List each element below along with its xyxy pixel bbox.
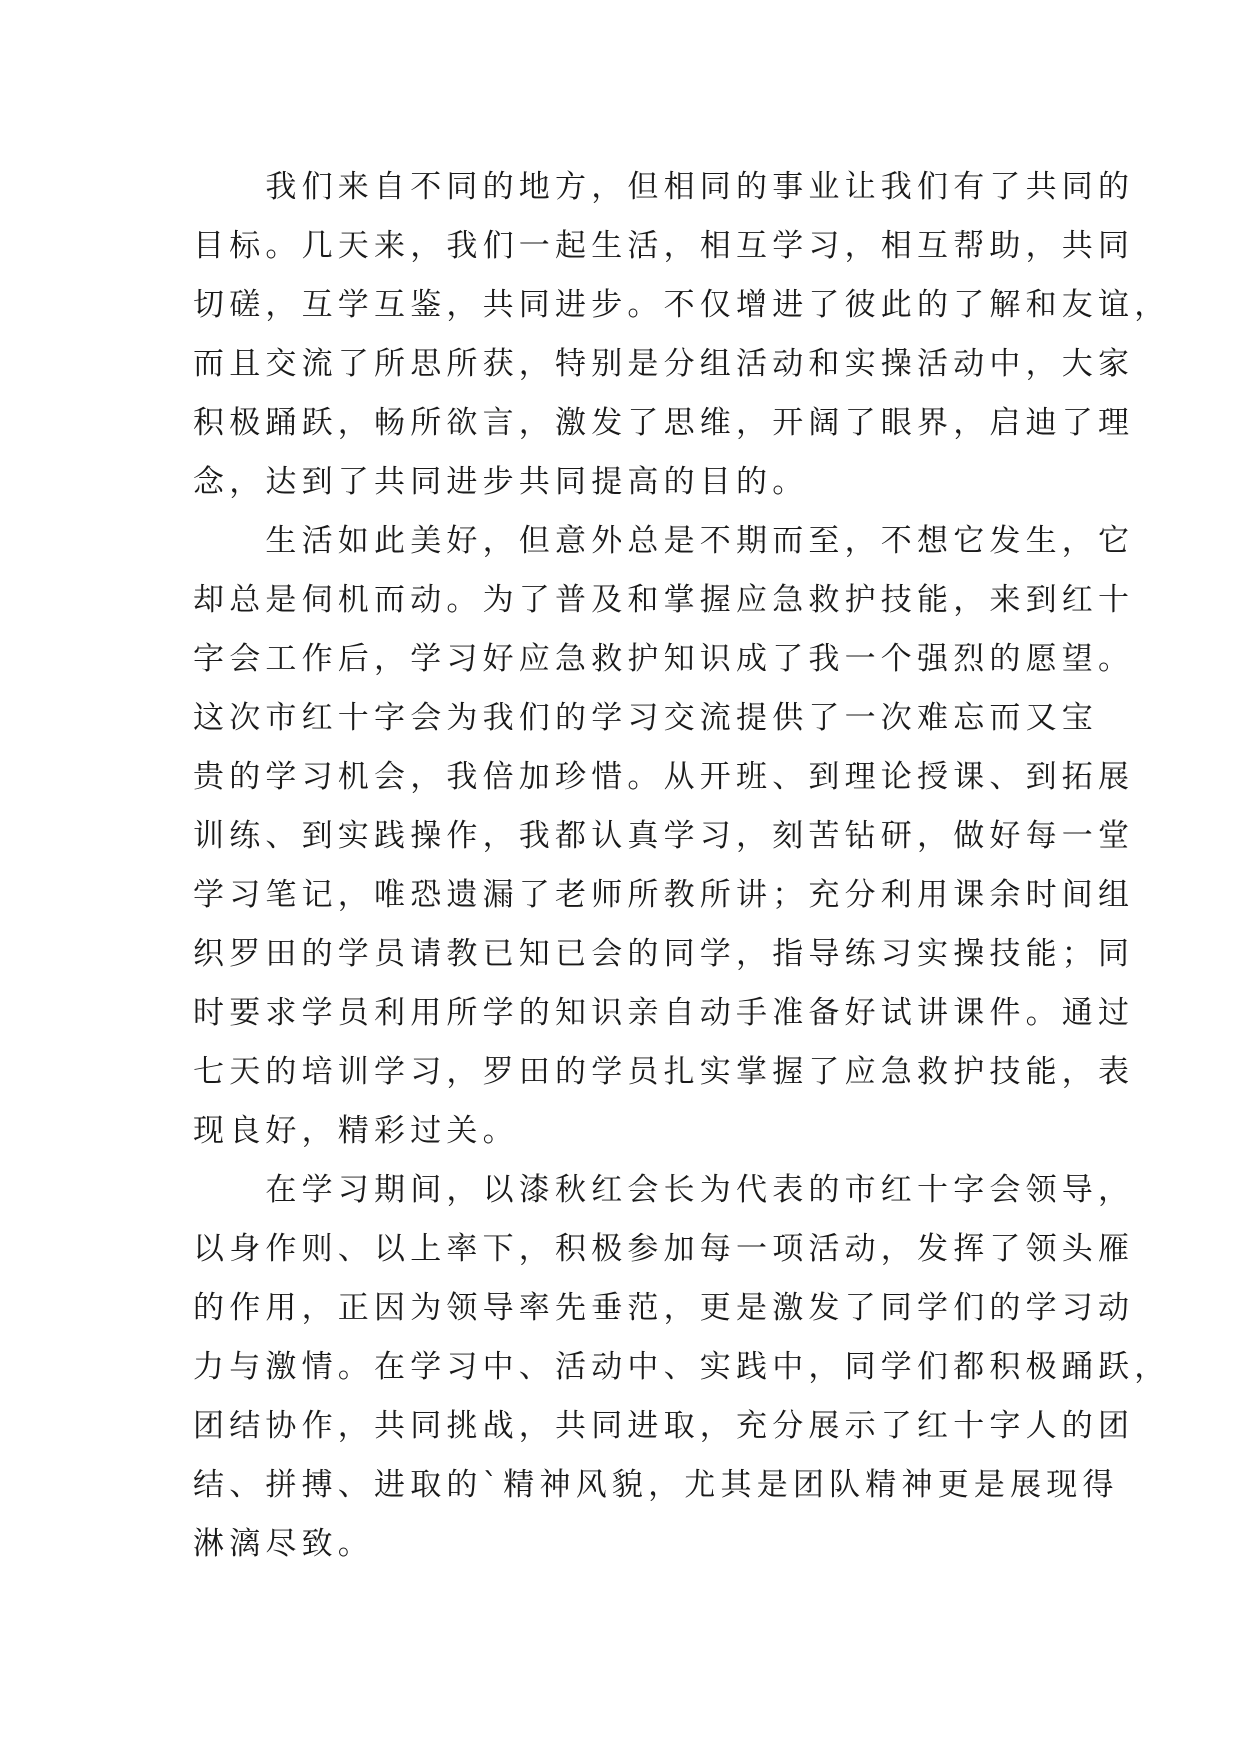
text-line: 生活如此美好，但意外总是不期而至，不想它发生，它 [193, 523, 1135, 559]
text-line: 字会工作后，学习好应急救护知识成了我一个强烈的愿望。 [193, 641, 1135, 677]
text-line: 结、拼搏、进取的`精神风貌，尤其是团队精神更是展现得 [193, 1467, 1119, 1503]
text-line: 以身作则、以上率下，积极参加每一项活动，发挥了领头雁 [193, 1231, 1135, 1267]
text-line: 训练、到实践操作，我都认真学习，刻苦钻研，做好每一堂 [193, 818, 1135, 854]
text-line: 我们来自不同的地方，但相同的事业让我们有了共同的 [193, 169, 1135, 205]
text-line: 织罗田的学员请教已知已会的同学，指导练习实操技能；同 [193, 936, 1135, 972]
text-line: 淋漓尽致。 [193, 1526, 374, 1562]
text-line: 在学习期间，以漆秋红会长为代表的市红十字会领导， [193, 1172, 1135, 1208]
text-line: 的作用，正因为领导率先垂范，更是激发了同学们的学习动 [193, 1290, 1135, 1326]
text-line: 而且交流了所思所获，特别是分组活动和实操活动中，大家 [193, 346, 1135, 382]
text-line: 却总是伺机而动。为了普及和掌握应急救护技能，来到红十 [193, 582, 1135, 618]
text-line: 学习笔记，唯恐遗漏了老师所教所讲；充分利用课余时间组 [193, 877, 1135, 913]
text-line: 贵的学习机会，我倍加珍惜。从开班、到理论授课、到拓展 [193, 759, 1135, 795]
text-line: 七天的培训学习，罗田的学员扎实掌握了应急救护技能，表 [193, 1054, 1135, 1090]
text-line: 力与激情。在学习中、活动中、实践中，同学们都积极踊跃， [193, 1349, 1171, 1385]
paragraph-3 [193, 1161, 1171, 1574]
text-line: 念，达到了共同进步共同提高的目的。 [193, 464, 809, 500]
text-line: 团结协作，共同挑战，共同进取，充分展示了红十字人的团 [193, 1408, 1135, 1444]
text-line: 积极踊跃，畅所欲言，激发了思维，开阔了眼界，启迪了理 [193, 405, 1135, 441]
text-line: 时要求学员利用所学的知识亲自动手准备好试讲课件。通过 [193, 995, 1135, 1031]
text-line: 现良好，精彩过关。 [193, 1113, 519, 1149]
paragraph-1 [193, 158, 1171, 512]
text-line: 这次市红十字会为我们的学习交流提供了一次难忘而又宝 [193, 700, 1098, 736]
text-line: 目标。几天来，我们一起生活，相互学习，相互帮助，共同 [193, 228, 1135, 264]
text-line: 切磋，互学互鉴，共同进步。不仅增进了彼此的了解和友谊， [193, 287, 1171, 323]
document-body [193, 158, 1171, 1574]
paragraph-2 [193, 512, 1135, 1161]
